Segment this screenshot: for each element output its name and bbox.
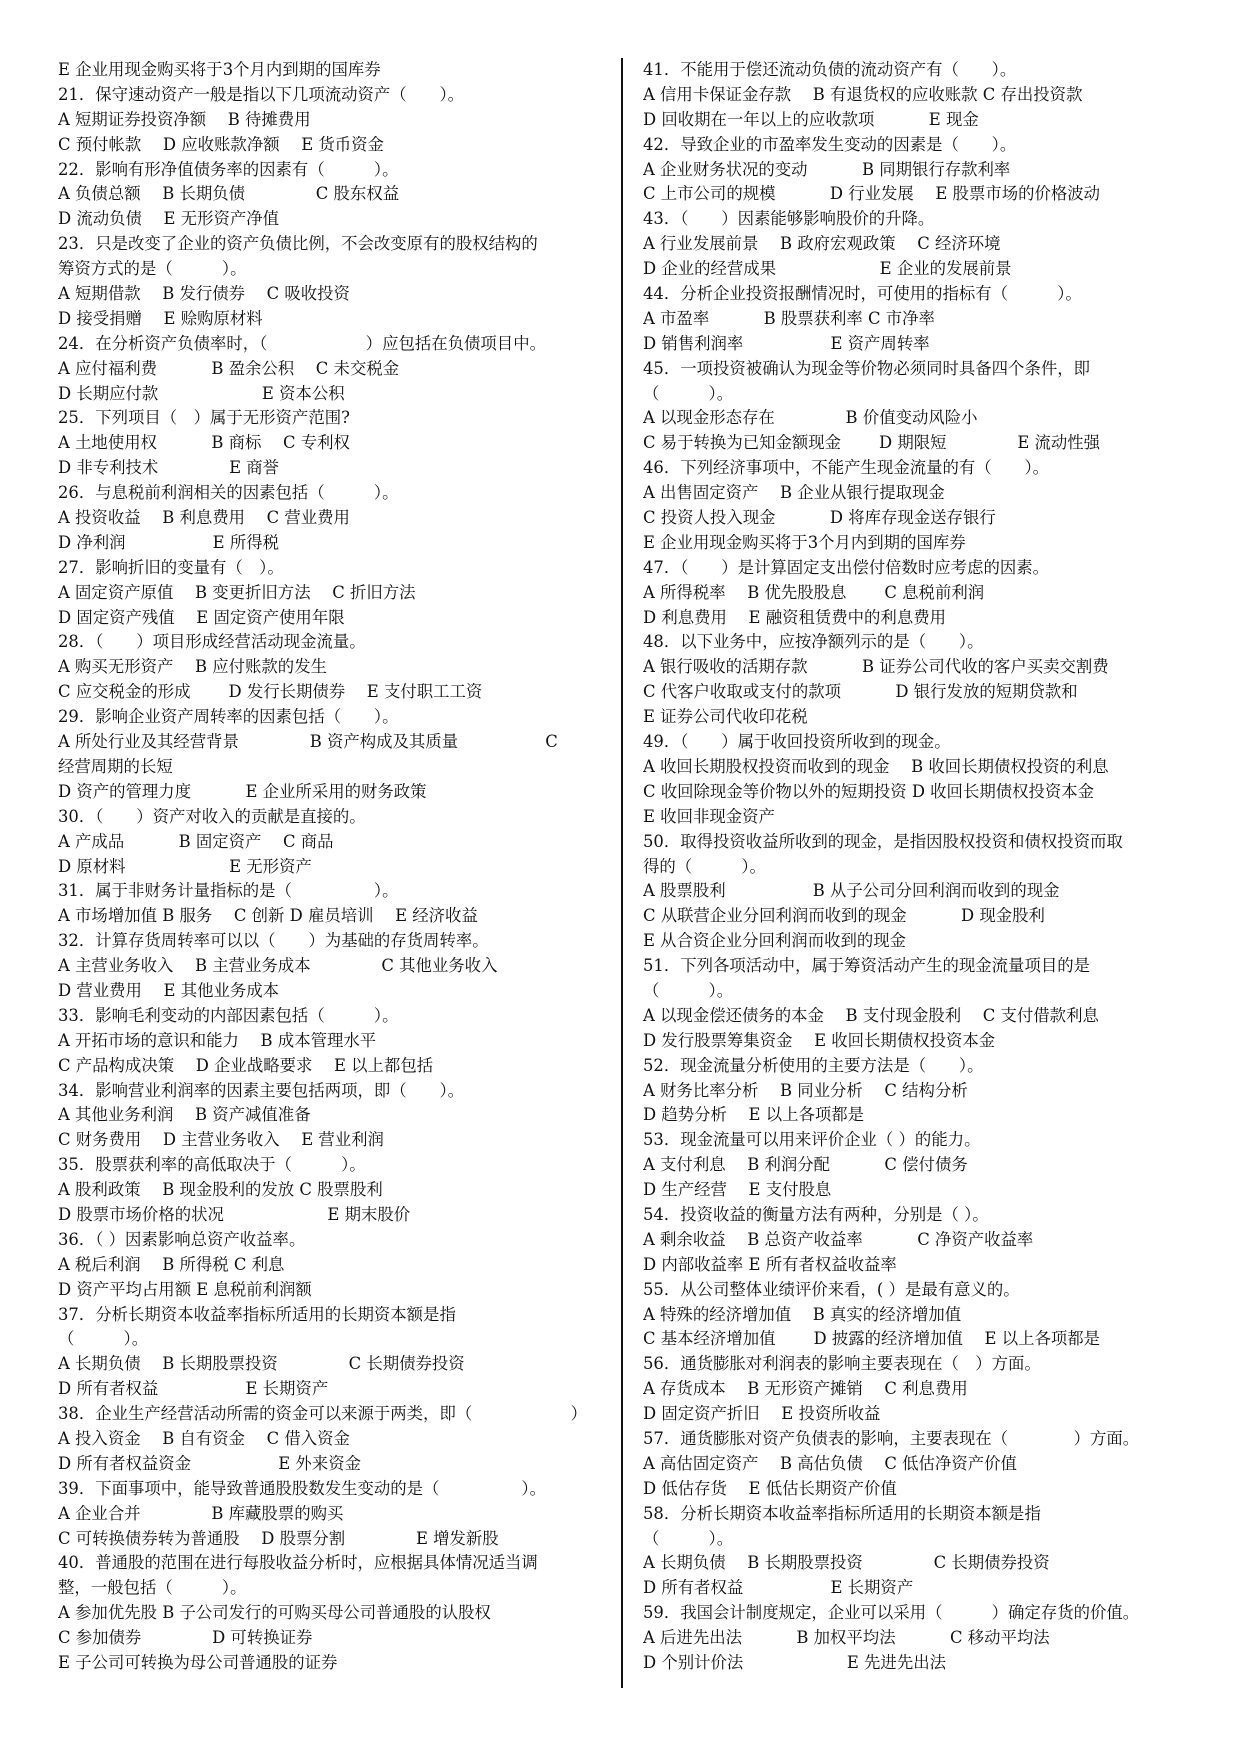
text-line: C 预付帐款 D 应收账款净额 E 货币资金 xyxy=(58,134,384,154)
text-line: A 负债总额 B 长期负债 C 股东权益 xyxy=(58,184,400,204)
text-line: D 所有者权益 E 长期资产 xyxy=(58,1379,329,1399)
text-line: A 以现金偿还债务的本金 B 支付现金股利 C 支付借款利息 xyxy=(643,1005,1099,1025)
text-line: 56．通货膨胀对利润表的影响主要表现在（ ）方面。 xyxy=(643,1354,1041,1374)
text-line: D 所有者权益 E 长期资产 xyxy=(643,1578,914,1598)
text-line: C 应交税金的形成 D 发行长期债券 E 支付职工工资 xyxy=(58,682,483,702)
text-line: C 上市公司的规模 D 行业发展 E 股票市场的价格波动 xyxy=(643,184,1101,204)
text-line: D 个别计价法 E 先进先出法 xyxy=(643,1653,946,1672)
text-line: A 税后利润 B 所得税 C 利息 xyxy=(58,1254,285,1274)
text-line: 59．我国会计制度规定，企业可以采用（ ）确定存货的价值。 xyxy=(643,1603,1140,1623)
text-line: 38．企业生产经营活动所需的资金可以来源于两类，即（ ） xyxy=(58,1404,587,1424)
text-line: A 信用卡保证金存款 B 有退货权的应收账款 C 存出投资款 xyxy=(643,84,1083,104)
text-line: E 从合资企业分回利润而收到的现金 xyxy=(643,931,907,951)
text-line: 33．影响毛利变动的内部因素包括（ ）。 xyxy=(58,1005,399,1025)
text-line: D 资产平均占用额 E 息税前利润额 xyxy=(58,1279,312,1299)
text-line: 27．影响折旧的变量有（ ）。 xyxy=(58,557,284,577)
text-line: D 长期应付款 E 资本公积 xyxy=(58,383,345,403)
text-line: A 开拓市场的意识和能力 B 成本管理水平 xyxy=(58,1030,377,1050)
text-line: 58．分析长期资本收益率指标所适用的长期资本额是指 xyxy=(643,1503,1041,1523)
text-line: 44．分析企业投资报酬情况时，可使用的指标有（ ）。 xyxy=(643,284,1082,304)
text-line: D 固定资产折旧 E 投资所收益 xyxy=(643,1404,881,1424)
text-line: D 营业费用 E 其他业务成本 xyxy=(58,980,280,1000)
text-line: 30．（ ）资产对收入的贡献是直接的。 xyxy=(58,806,366,826)
text-line: 35．股票获利率的高低取决于（ ）。 xyxy=(58,1155,366,1175)
text-line: 54．投资收益的衡量方法有两种，分别是（ ）。 xyxy=(643,1204,989,1224)
right-column xyxy=(643,58,1198,1708)
text-line: A 收回长期股权投资而收到的现金 B 收回长期债权投资的利息 xyxy=(643,756,1109,776)
text-line: A 行业发展前景 B 政府宏观政策 C 经济环境 xyxy=(643,234,1001,254)
text-line: 39．下面事项中，能导致普通股股数发生变动的是（ ）。 xyxy=(58,1478,546,1498)
text-line: A 银行吸收的活期存款 B 证券公司代收的客户买卖交割费 xyxy=(643,657,1109,677)
text-line: D 利息费用 E 融资租赁费中的利息费用 xyxy=(643,607,946,627)
text-line: A 参加优先股 B 子公司发行的可购买母公司普通股的认股权 xyxy=(58,1603,491,1623)
text-line: E 证券公司代收印花税 xyxy=(643,707,808,727)
text-line: 37．分析长期资本收益率指标所适用的长期资本额是指 xyxy=(58,1304,456,1324)
text-line: A 土地使用权 B 商标 C 专利权 xyxy=(58,433,350,453)
text-line: E 企业用现金购买将于3个月内到期的国库券 xyxy=(58,60,381,79)
text-line: A 企业财务状况的变动 B 同期银行存款利率 xyxy=(643,159,1011,179)
text-line: D 接受捐赠 E 赊购原材料 xyxy=(58,308,263,328)
text-line: D 非专利技术 E 商誉 xyxy=(58,458,280,478)
text-line: A 财务比率分析 B 同业分析 C 结构分析 xyxy=(643,1080,968,1100)
text-line: 52．现金流量分析使用的主要方法是（ ）。 xyxy=(643,1055,984,1075)
text-line: 51．下列各项活动中，属于筹资活动产生的现金流量项目的是 xyxy=(643,956,1091,976)
text-line: D 股票市场价格的状况 E 期末股价 xyxy=(58,1204,411,1224)
text-line: E 收回非现金资产 xyxy=(643,806,775,826)
text-line: 得的（ ）。 xyxy=(643,856,766,876)
text-line: A 投资收益 B 利息费用 C 营业费用 xyxy=(58,508,350,528)
text-line: 47．（ ）是计算固定支出偿付倍数时应考虑的因素。 xyxy=(643,557,1050,577)
text-line: A 短期证券投资净额 B 待摊费用 xyxy=(58,109,311,129)
text-line: 22．影响有形净值债务率的因素有（ ）。 xyxy=(58,159,399,179)
text-line: 29．影响企业资产周转率的因素包括（ ）。 xyxy=(58,707,399,727)
text-line: 50．取得投资收益所收到的现金，是指因股权投资和债权投资而取 xyxy=(643,831,1123,851)
text-line: A 市盈率 B 股票获利率 C 市净率 xyxy=(643,308,935,328)
text-line: 21．保守速动资产一般是指以下几项流动资产（ ）。 xyxy=(58,84,465,104)
text-line: D 净利润 E 所得税 xyxy=(58,532,280,552)
text-line: A 投入资金 B 自有资金 C 借入资金 xyxy=(58,1428,350,1448)
text-line: （ ）。 xyxy=(58,1329,149,1349)
text-line: C 投资人投入现金 D 将库存现金送存银行 xyxy=(643,508,996,528)
text-line: D 资产的管理力度 E 企业所采用的财务政策 xyxy=(58,781,427,801)
text-line: A 所处行业及其经营背景 B 资产构成及其质量 C xyxy=(58,732,558,752)
text-line: A 后进先出法 B 加权平均法 C 移动平均法 xyxy=(643,1628,1050,1648)
text-line: C 可转换债券转为普通股 D 股票分割 E 增发新股 xyxy=(58,1528,499,1548)
text-line: D 发行股票筹集资金 E 收回长期债权投资本金 xyxy=(643,1030,996,1050)
text-line: 31．属于非财务计量指标的是（ ）。 xyxy=(58,881,399,901)
text-line: 46．下列经济事项中，不能产生现金流量的有（ ）。 xyxy=(643,458,1050,478)
text-line: 23．只是改变了企业的资产负债比例，不会改变原有的股权结构的 xyxy=(58,234,538,254)
text-line: C 财务费用 D 主营业务收入 E 营业利润 xyxy=(58,1130,384,1150)
text-line: 26．与息税前利润相关的因素包括（ ）。 xyxy=(58,483,399,503)
text-line: （ ）。 xyxy=(643,980,734,1000)
text-line: E 企业用现金购买将于3个月内到期的国库券 xyxy=(643,532,966,552)
text-line: D 销售利润率 E 资产周转率 xyxy=(643,333,930,353)
text-line: D 固定资产残值 E 固定资产使用年限 xyxy=(58,607,345,627)
text-line: D 内部收益率 E 所有者权益收益率 xyxy=(643,1254,897,1274)
text-line: A 高估固定资产 B 高估负债 C 低估净资产价值 xyxy=(643,1453,1017,1473)
text-line: 41．不能用于偿还流动负债的流动资产有（ ）。 xyxy=(643,60,1017,79)
text-line: D 回收期在一年以上的应收款项 E 现金 xyxy=(643,109,979,129)
text-line: （ ）。 xyxy=(643,383,734,403)
text-line: A 存货成本 B 无形资产摊销 C 利息费用 xyxy=(643,1379,968,1399)
text-line: A 长期负债 B 长期股票投资 C 长期债券投资 xyxy=(58,1354,465,1374)
text-line: 48．以下业务中，应按净额列示的是（ ）。 xyxy=(643,632,984,652)
text-line: D 生产经营 E 支付股息 xyxy=(643,1180,832,1200)
text-line: A 股票股利 B 从子公司分回利润而收到的现金 xyxy=(643,881,1060,901)
text-line: 25．下列项目（ ）属于无形资产范围? xyxy=(58,408,350,428)
text-line: A 所得税率 B 优先股股息 C 息税前利润 xyxy=(643,582,985,602)
left-column xyxy=(58,58,613,1708)
text-line: A 支付利息 B 利润分配 C 偿付债务 xyxy=(643,1155,968,1175)
text-line: D 企业的经营成果 E 企业的发展前景 xyxy=(643,259,1012,279)
text-line: （ ）。 xyxy=(643,1528,734,1548)
text-line: 32．计算存货周转率可以以（ ）为基础的存货周转率。 xyxy=(58,931,489,951)
text-line: D 流动负债 E 无形资产净值 xyxy=(58,209,280,229)
text-line: 36．（ ）因素影响总资产收益率。 xyxy=(58,1229,306,1249)
text-line: 经营周期的长短 xyxy=(58,756,173,776)
text-line: A 企业合并 B 库藏股票的购买 xyxy=(58,1503,344,1523)
text-line: C 易于转换为已知金额现金 D 期限短 E 流动性强 xyxy=(643,433,1101,453)
column-divider xyxy=(621,58,623,1688)
text-line: A 购买无形资产 B 应付账款的发生 xyxy=(58,657,327,677)
text-line: 45．一项投资被确认为现金等价物必须同时具备四个条件，即 xyxy=(643,358,1091,378)
text-line: A 市场增加值 B 服务 C 创新 D 雇员培训 E 经济收益 xyxy=(58,906,478,926)
text-line: A 股利政策 B 现金股利的发放 C 股票股利 xyxy=(58,1180,383,1200)
text-line: A 产成品 B 固定资产 C 商品 xyxy=(58,831,334,851)
text-line: C 参加债券 D 可转换证券 xyxy=(58,1628,313,1648)
text-line: A 以现金形态存在 B 价值变动风险小 xyxy=(643,408,978,428)
text-line: C 代客户收取或支付的款项 D 银行发放的短期贷款和 xyxy=(643,682,1078,702)
text-line: 28．（ ）项目形成经营活动现金流量。 xyxy=(58,632,366,652)
text-line: 24．在分析资产负债率时，（ ）应包括在负债项目中。 xyxy=(58,333,546,353)
text-line: 整，一般包括（ ）。 xyxy=(58,1578,247,1598)
text-line: 53．现金流量可以用来评价企业（ ）的能力。 xyxy=(643,1130,981,1150)
text-line: D 所有者权益资金 E 外来资金 xyxy=(58,1453,361,1473)
text-line: A 固定资产原值 B 变更折旧方法 C 折旧方法 xyxy=(58,582,416,602)
text-line: 40．普通股的范围在进行每股收益分析时，应根据具体情况适当调 xyxy=(58,1553,538,1573)
text-line: C 收回除现金等价物以外的短期投资 D 收回长期债权投资本金 xyxy=(643,781,1095,801)
text-line: A 短期借款 B 发行债券 C 吸收投资 xyxy=(58,284,350,304)
text-line: A 出售固定资产 B 企业从银行提取现金 xyxy=(643,483,945,503)
text-line: A 长期负债 B 长期股票投资 C 长期债券投资 xyxy=(643,1553,1050,1573)
text-line: 55．从公司整体业绩评价来看，( ）是最有意义的。 xyxy=(643,1279,1020,1299)
text-line: D 趋势分析 E 以上各项都是 xyxy=(643,1105,865,1125)
text-line: 49．（ ）属于收回投资所收到的现金。 xyxy=(643,732,951,752)
text-line: A 主营业务收入 B 主营业务成本 C 其他业务收入 xyxy=(58,956,498,976)
text-line: A 应付福利费 B 盈余公积 C 未交税金 xyxy=(58,358,400,378)
text-line: D 低估存货 E 低估长期资产价值 xyxy=(643,1478,897,1498)
text-line: 43．（ ）因素能够影响股价的升降。 xyxy=(643,209,935,229)
text-line: A 其他业务利润 B 资产减值准备 xyxy=(58,1105,311,1125)
text-line: A 剩余收益 B 总资产收益率 C 净资产收益率 xyxy=(643,1229,1034,1249)
text-line: 34．影响营业利润率的因素主要包括两项，即（ ）。 xyxy=(58,1080,465,1100)
text-line: C 基本经济增加值 D 披露的经济增加值 E 以上各项都是 xyxy=(643,1329,1101,1349)
text-line: A 特殊的经济增加值 B 真实的经济增加值 xyxy=(643,1304,962,1324)
text-line: 42．导致企业的市盈率发生变动的因素是（ ）。 xyxy=(643,134,1017,154)
text-line: 筹资方式的是（ ）。 xyxy=(58,259,247,279)
text-line: C 从联营企业分回利润而收到的现金 D 现金股利 xyxy=(643,906,1045,926)
text-line: D 原材料 E 无形资产 xyxy=(58,856,312,876)
text-line: C 产品构成决策 D 企业战略要求 E 以上都包括 xyxy=(58,1055,434,1075)
text-line: 57．通货膨胀对资产负债表的影响，主要表现在（ ）方面。 xyxy=(643,1428,1140,1448)
text-line: E 子公司可转换为母公司普通股的证券 xyxy=(58,1653,338,1672)
